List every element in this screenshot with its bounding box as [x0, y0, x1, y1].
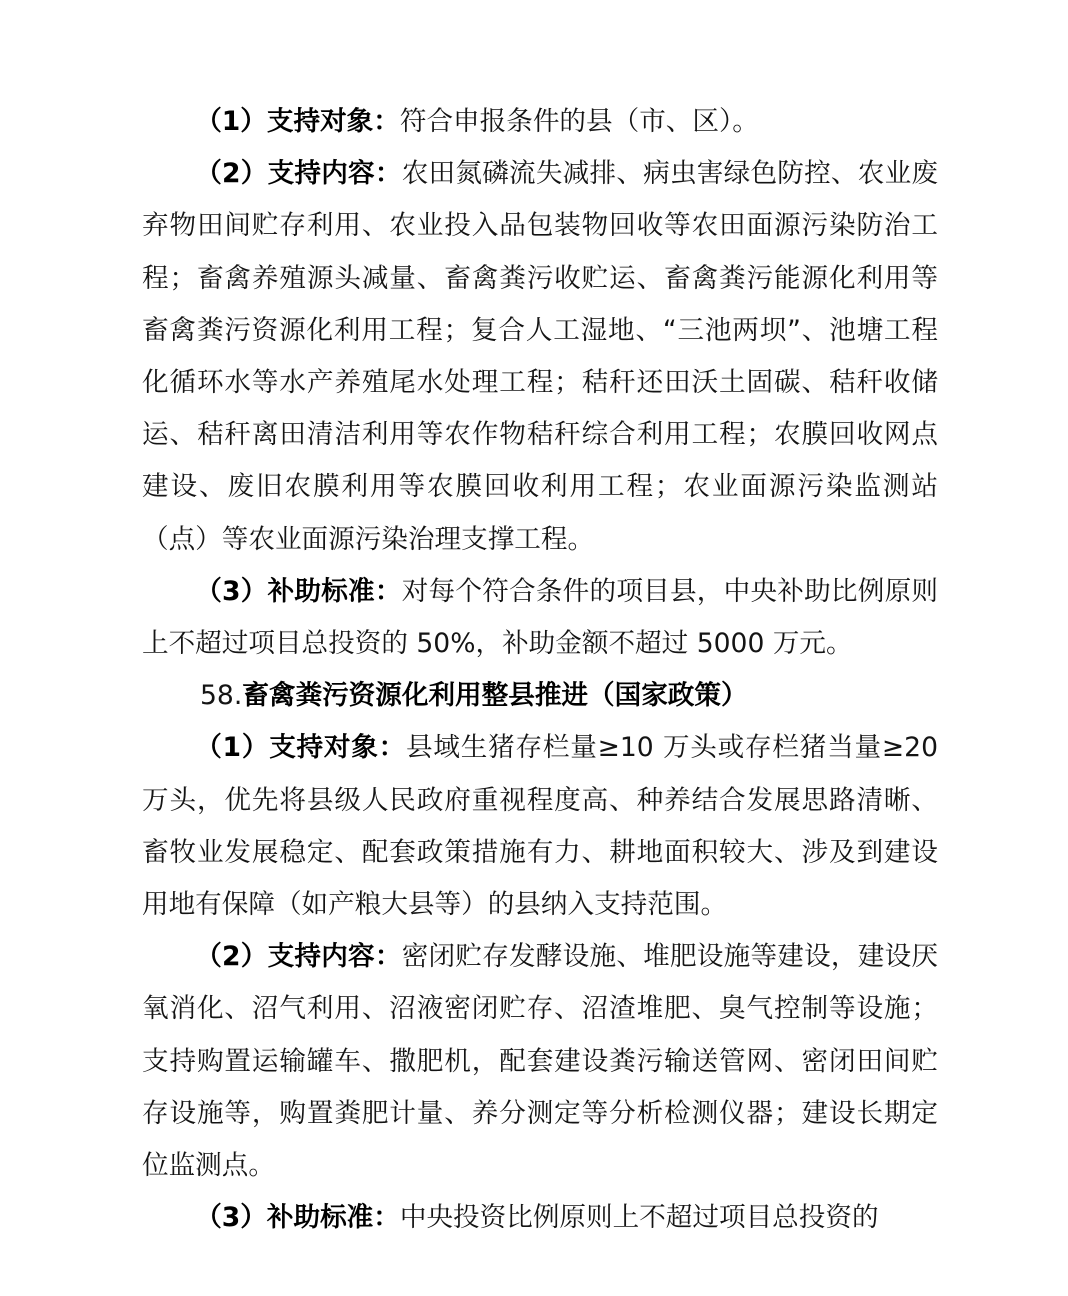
paragraph-lead: （3）补助标准：: [195, 1202, 400, 1234]
paragraph-lead: （2）支持内容：: [195, 158, 402, 190]
section-title: 畜禽粪污资源化利用整县推进（国家政策）: [242, 680, 748, 712]
section-paragraph-support-content: [142, 931, 938, 1192]
paragraph-text: 密闭贮存发酵设施、堆肥设施等建设，建设厌氧消化、沼气利用、沼液密闭贮存、沼渣堆肥、臭气控制等设施；支持购置运输罐车、撒肥机，配套建设粪污输送管网、密闭田间贮存设施等，购置粪肥计量、养分测定等分析检测仪器；建设长期定位监测点。: [142, 941, 939, 1182]
paragraph-text: 县域生猪存栏量≥10 万头或存栏猪当量≥20万头，优先将县级人民政府重视程度高、种养结合发展思路清晰、畜牧业发展稳定、配套政策措施有力、耕地面积较大、涉及到建设用地有保障（如产粮大县等）的县纳入支持范围。: [142, 732, 938, 921]
paragraph-text: 中央投资比例原则上不超过项目总投资的: [399, 1202, 879, 1234]
paragraph-text: 对每个符合条件的项目县，中央补助比例原则上不超过项目总投资的 50%，补助金额不超过 5000 万元。: [142, 575, 939, 660]
section-number: 58.: [200, 680, 243, 712]
paragraph-text: 农田氮磷流失减排、病虫害绿色防控、农业废弃物田间贮存利用、农业投入品包装物回收等农田面源污染防治工程；畜禽养殖源头减量、畜禽粪污收贮运、畜禽粪污能源化利用等畜禽粪污资源化利用工程；复合人工湿地、“三池两坝”、池塘工程化循环水等水产养殖尾水处理工程；秸秆还田沃土固碳、秸秆收储运、秸秆离田清洁利用等农作物秸秆综合利用工程；农膜回收网点建设、废旧农膜利用等农膜回收利用工程；农业面源污染监测站（点）等农业面源污染治理支撑工程。: [142, 158, 939, 555]
paragraph-support-content: [142, 148, 938, 566]
paragraph-support-target: [142, 96, 938, 148]
section-heading: [142, 670, 938, 722]
paragraph-lead: （3）补助标准：: [195, 575, 402, 607]
section-paragraph-subsidy-standard: [142, 1192, 938, 1244]
paragraph-lead: （2）支持内容：: [195, 941, 402, 973]
document-body: [142, 96, 938, 1244]
paragraph-lead: （1）支持对象：: [195, 106, 400, 137]
paragraph-lead: （1）支持对象：: [195, 732, 407, 764]
paragraph-subsidy-standard: [142, 566, 938, 670]
section-paragraph-support-target: [142, 722, 938, 931]
paragraph-text: 符合申报条件的县（市、区）。: [399, 106, 759, 137]
